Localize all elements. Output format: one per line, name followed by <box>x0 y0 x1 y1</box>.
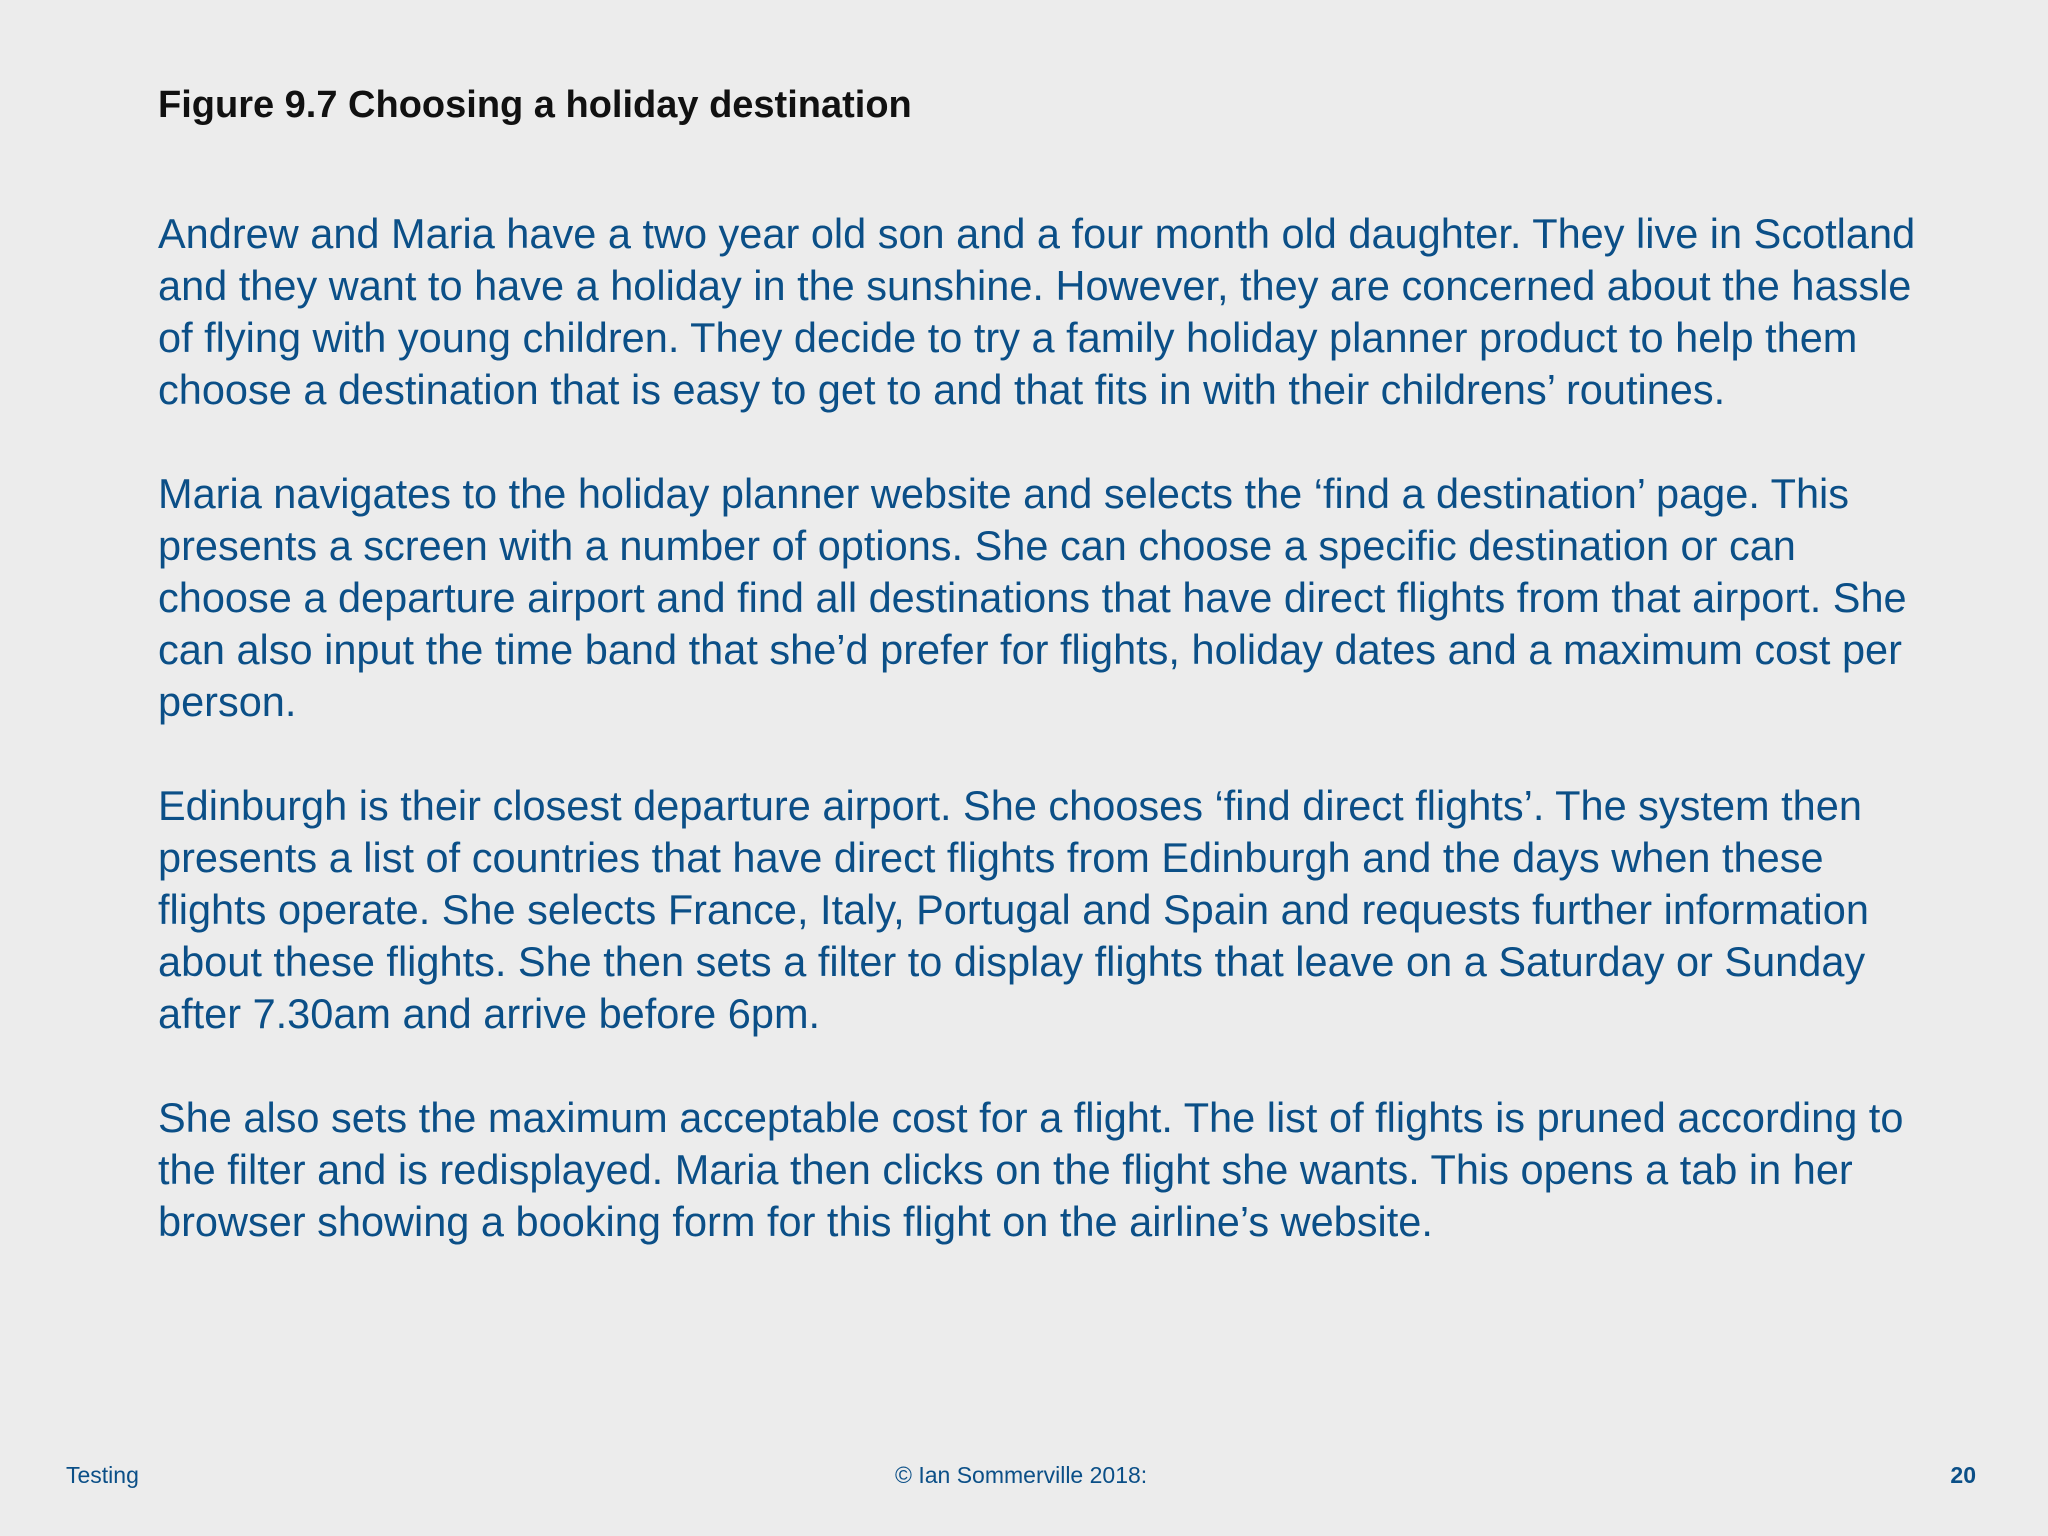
scenario-paragraph-1: Andrew and Maria have a two year old son and a four month old daughter. They live in Scotland and they want to have a holiday in the sunshine. However, they are concerned about the hassle of flying with young children. They decide to try a family holiday planner product to help them choose a destination that is easy to get to and that fits in with their childrens’ routines. <box>158 210 1916 413</box>
scenario-paragraph-2: Maria navigates to the holiday planner website and selects the ‘find a destination’ page. This presents a screen with a number of options. She can choose a specific destination or can choose a departure airport and find all destinations that have direct flights from that airport. She can also input the time band that she’d prefer for flights, holiday dates and a maximum cost per person. <box>158 470 1907 725</box>
slide-title: Figure 9.7 Choosing a holiday destination <box>158 84 912 126</box>
scenario-paragraph-4: She also sets the maximum acceptable cost for a flight. The list of flights is pruned according to the filter and is redisplayed. Maria then clicks on the flight she wants. This opens a tab in her browser showing a booking form for this flight on the airline’s website. <box>158 1094 1904 1245</box>
footer-copyright: © Ian Sommerville 2018: <box>895 1462 1148 1488</box>
footer-page-number: 20 <box>1950 1462 1976 1488</box>
scenario-paragraph-3: Edinburgh is their closest departure airport. She chooses ‘find direct flights’. The system then presents a list of countries that have direct flights from Edinburgh and the days when these flights operate. She selects France, Italy, Portugal and Spain and requests further information about these flights. She then sets a filter to display flights that leave on a Saturday or Sunday after 7.30am and arrive before 6pm. <box>158 782 1869 1037</box>
footer-section-label: Testing <box>66 1462 139 1488</box>
scenario-text <box>158 208 1918 1248</box>
